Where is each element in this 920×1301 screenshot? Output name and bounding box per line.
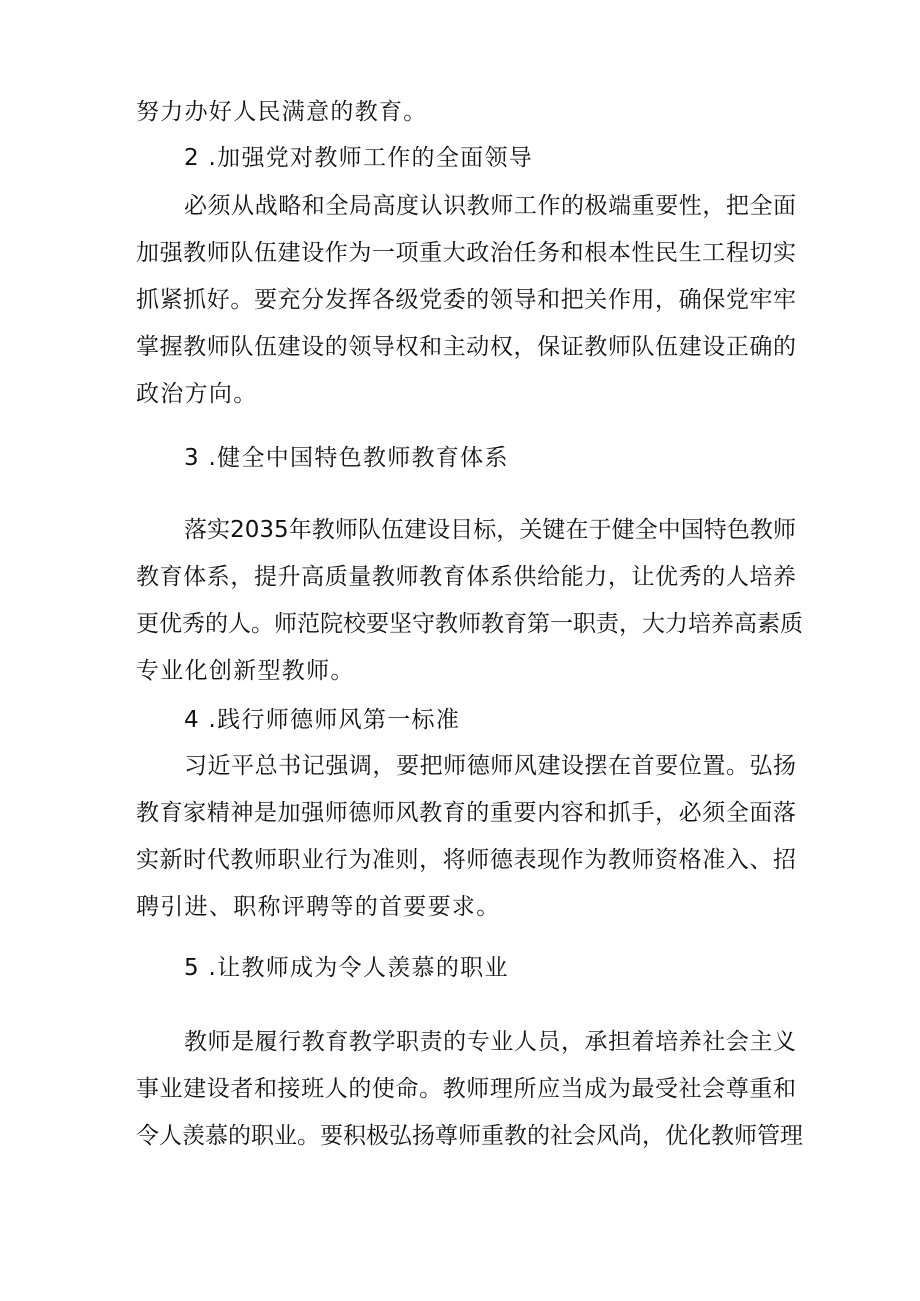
paragraph-line: 实新时代教师职业行为准则，将师德表现作为教师资格准入、招: [136, 847, 796, 873]
paragraph-line: 掌握教师队伍建设的领导权和主动权，保证教师队伍建设正确的: [136, 334, 796, 360]
paragraph-line: 政治方向。: [136, 381, 258, 407]
paragraph-line: 努力办好人民满意的教育。: [136, 99, 428, 125]
paragraph-line: 抓紧抓好。要充分发挥各级党委的领导和把关作用，确保党牢牢: [136, 287, 796, 313]
paragraph-line: 教师是履行教育教学职责的专业人员，承担着培养社会主义: [184, 1029, 796, 1055]
paragraph-line: 更优秀的人。师范院校要坚守教师教育第一职责，大力培养高素质: [136, 611, 803, 637]
paragraph-line: 落实2035年教师队伍建设目标，关键在于健全中国特色教师: [184, 517, 796, 543]
section-heading: 2 .加强党对教师工作的全面领导: [184, 145, 534, 171]
paragraph-line: 事业建设者和接班人的使命。教师理所应当成为最受社会尊重和: [136, 1076, 796, 1102]
paragraph-line: 聘引进、职称评聘等的首要要求。: [136, 894, 501, 920]
section-heading: 3 .健全中国特色教师教育体系: [184, 445, 509, 471]
paragraph-line: 教育家精神是加强师德师风教育的重要内容和抓手，必须全面落: [136, 800, 796, 826]
paragraph-line: 专业化创新型教师。: [136, 658, 355, 684]
section-heading: 5 .让教师成为令人羡慕的职业: [184, 955, 509, 981]
section-heading: 4 .践行师德师风第一标准: [184, 707, 461, 733]
paragraph-line: 教育体系，提升高质量教师教育体系供给能力，让优秀的人培养: [136, 564, 796, 590]
paragraph-line: 令人羡慕的职业。要积极弘扬尊师重教的社会风尚，优化教师管理: [136, 1123, 803, 1149]
paragraph-line: 必须从战略和全局高度认识教师工作的极端重要性，把全面: [184, 193, 796, 219]
paragraph-line: 习近平总书记强调，要把师德师风建设摆在首要位置。弘扬: [184, 753, 796, 779]
paragraph-line: 加强教师队伍建设作为一项重大政治任务和根本性民生工程切实: [136, 240, 796, 266]
